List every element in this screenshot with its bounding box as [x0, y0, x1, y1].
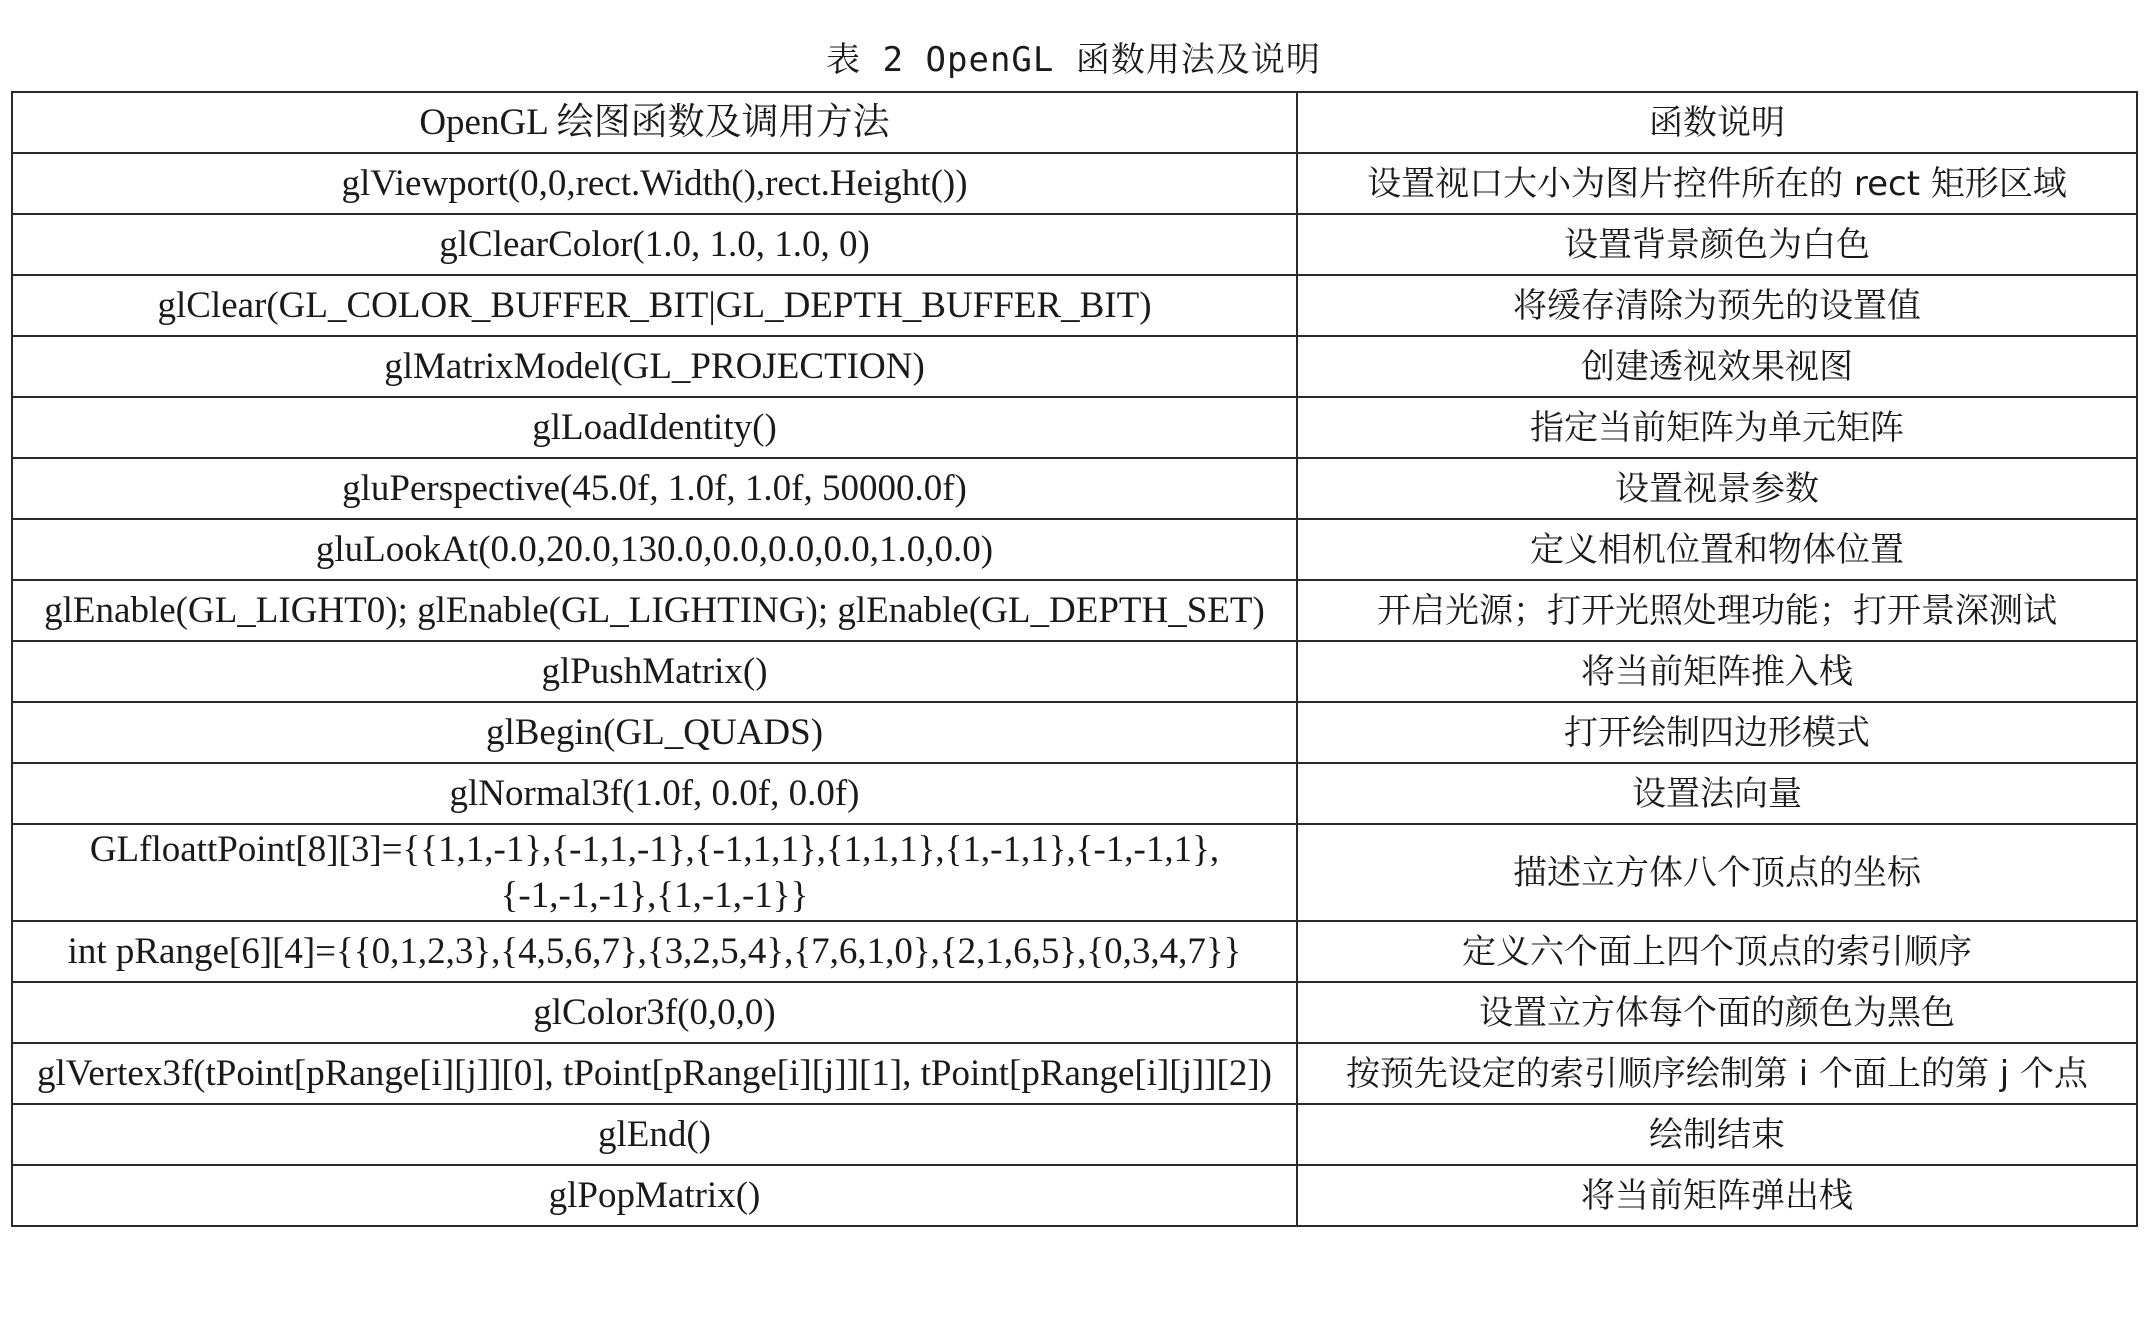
description-cell: 设置法向量: [1297, 763, 2137, 824]
description-cell: 描述立方体八个顶点的坐标: [1297, 824, 2137, 921]
function-line-1: GLfloattPoint[8][3]={{1,1,-1},{-1,1,-1},{-1,1,1},{1,1,1},{1,-1,1},{-1,-1,1},: [89, 828, 1220, 870]
table-row: [12, 1104, 2137, 1165]
function-cell: glPushMatrix(): [12, 641, 1297, 702]
table-row: [12, 824, 2137, 921]
table-header-row: [12, 92, 2137, 153]
description-cell: 将当前矩阵弹出栈: [1297, 1165, 2137, 1226]
table-row: [12, 336, 2137, 397]
function-line-2: {-1,-1,-1},{1,-1,-1}}: [500, 874, 809, 916]
table-row: [12, 1043, 2137, 1104]
table-row: [12, 214, 2137, 275]
header-description: 函数说明: [1297, 92, 2137, 153]
description-cell: 将缓存清除为预先的设置值: [1297, 275, 2137, 336]
description-cell: 打开绘制四边形模式: [1297, 702, 2137, 763]
table-caption: 表 2 OpenGL 函数用法及说明: [826, 40, 1321, 80]
table-row: [12, 153, 2137, 214]
function-cell: glEnable(GL_LIGHT0); glEnable(GL_LIGHTING); glEnable(GL_DEPTH_SET): [12, 580, 1297, 641]
description-cell: 指定当前矩阵为单元矩阵: [1297, 397, 2137, 458]
description-cell: 定义六个面上四个顶点的索引顺序: [1297, 921, 2137, 982]
opengl-function-table: [11, 91, 2138, 1227]
function-cell: glBegin(GL_QUADS): [12, 702, 1297, 763]
description-cell: 绘制结束: [1297, 1104, 2137, 1165]
function-cell: glClear(GL_COLOR_BUFFER_BIT|GL_DEPTH_BUFFER_BIT): [12, 275, 1297, 336]
function-cell: gluPerspective(45.0f, 1.0f, 1.0f, 50000.0f): [12, 458, 1297, 519]
table-row: [12, 580, 2137, 641]
description-cell: 将当前矩阵推入栈: [1297, 641, 2137, 702]
description-cell: 设置视景参数: [1297, 458, 2137, 519]
description-cell: 定义相机位置和物体位置: [1297, 519, 2137, 580]
function-cell: glColor3f(0,0,0): [12, 982, 1297, 1043]
description-cell: 开启光源；打开光照处理功能；打开景深测试: [1297, 580, 2137, 641]
function-cell: glLoadIdentity(): [12, 397, 1297, 458]
function-cell: glClearColor(1.0, 1.0, 1.0, 0): [12, 214, 1297, 275]
description-cell: 创建透视效果视图: [1297, 336, 2137, 397]
function-cell: glPopMatrix(): [12, 1165, 1297, 1226]
function-cell: glVertex3f(tPoint[pRange[i][j]][0], tPoint[pRange[i][j]][1], tPoint[pRange[i][j]][2]): [12, 1043, 1297, 1104]
header-function: OpenGL 绘图函数及调用方法: [12, 92, 1297, 153]
table-row: [12, 397, 2137, 458]
table-row: [12, 458, 2137, 519]
table-row: [12, 702, 2137, 763]
function-cell: gluLookAt(0.0,20.0,130.0,0.0,0.0,0.0,1.0,0.0): [12, 519, 1297, 580]
function-cell: int pRange[6][4]={{0,1,2,3},{4,5,6,7},{3,2,5,4},{7,6,1,0},{2,1,6,5},{0,3,4,7}}: [12, 921, 1297, 982]
function-cell: glMatrixModel(GL_PROJECTION): [12, 336, 1297, 397]
function-cell: glEnd(): [12, 1104, 1297, 1165]
table-row: [12, 519, 2137, 580]
table-row: [12, 1165, 2137, 1226]
table-row: [12, 921, 2137, 982]
description-cell: 按预先设定的索引顺序绘制第 i 个面上的第 j 个点: [1297, 1043, 2137, 1104]
table-row: [12, 641, 2137, 702]
table-row: [12, 982, 2137, 1043]
function-cell: [12, 824, 1297, 921]
table-row: [12, 275, 2137, 336]
description-cell: 设置背景颜色为白色: [1297, 214, 2137, 275]
function-cell: glViewport(0,0,rect.Width(),rect.Height()): [12, 153, 1297, 214]
description-cell: 设置立方体每个面的颜色为黑色: [1297, 982, 2137, 1043]
function-cell: glNormal3f(1.0f, 0.0f, 0.0f): [12, 763, 1297, 824]
description-cell: 设置视口大小为图片控件所在的 rect 矩形区域: [1297, 153, 2137, 214]
table-row: [12, 763, 2137, 824]
